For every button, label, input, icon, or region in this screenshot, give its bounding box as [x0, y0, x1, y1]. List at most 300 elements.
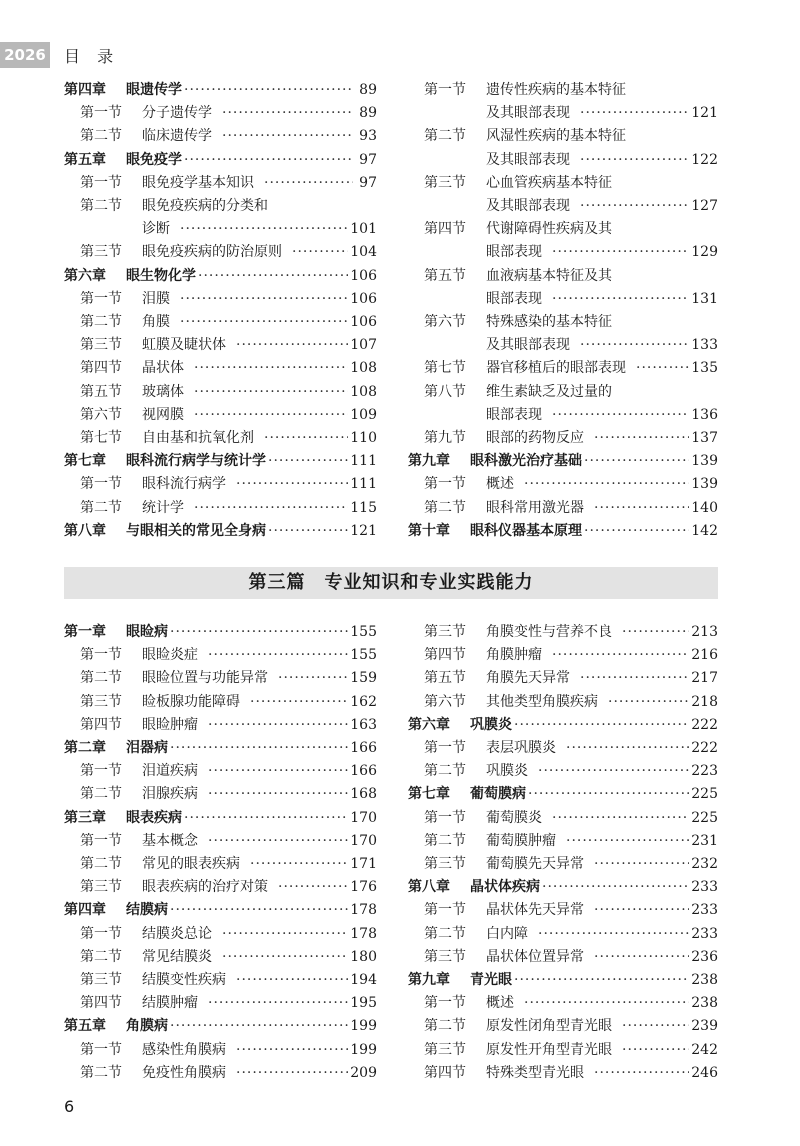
- toc-leader-dots: [170, 738, 348, 758]
- toc-entry-title: 统计学: [142, 499, 184, 516]
- toc-section-entry: [408, 498, 718, 518]
- toc-leader-dots: [524, 474, 689, 494]
- toc-entry-title: 眼睑位置与功能异常: [142, 670, 268, 687]
- toc-section-entry: [408, 924, 718, 944]
- toc-entry-page: 115: [350, 499, 377, 516]
- toc-entry-title: 诊断: [142, 221, 170, 238]
- toc-entry-title: 维生素缺乏及过量的: [486, 383, 612, 400]
- toc-entry-label: 第二节: [424, 499, 466, 516]
- toc-entry-label: 第四章: [64, 902, 106, 919]
- toc-leader-dots: [538, 761, 689, 781]
- toc-section-entry: [64, 289, 377, 309]
- toc-entry-title: 眼睑炎症: [142, 647, 198, 664]
- toc-entry-label: 第三章: [64, 809, 106, 826]
- toc-chapter-entry: [64, 451, 377, 471]
- toc-entry-page: 142: [691, 522, 718, 539]
- toc-chapter-entry: [408, 970, 718, 990]
- toc-entry-page: 209: [350, 1064, 377, 1081]
- toc-entry-title: 与眼相关的常见全身病: [126, 522, 266, 539]
- toc-entry-label: 第六节: [424, 314, 466, 330]
- toc-entry-label: 第一节: [80, 832, 122, 849]
- toc-entry-title: 眼科常用激光器: [486, 499, 584, 516]
- toc-entry-page: 137: [691, 430, 718, 446]
- toc-entry-page: 231: [691, 832, 718, 849]
- toc-entry-page: 155: [350, 647, 377, 664]
- toc-entry-title: 感染性角膜病: [142, 1041, 226, 1058]
- toc-entry-label: 第三节: [80, 244, 122, 261]
- toc-leader-dots: [198, 266, 348, 286]
- toc-leader-dots: [208, 784, 348, 804]
- toc-entry-label: 第二节: [80, 948, 122, 965]
- toc-entry-page: 104: [350, 244, 377, 261]
- toc-leader-dots: [278, 668, 348, 688]
- toc-leader-dots: [524, 993, 689, 1013]
- toc-section-entry: [408, 808, 718, 828]
- toc-section-entry: [408, 428, 718, 448]
- toc-entry-page: 139: [691, 476, 718, 493]
- toc-leader-dots: [552, 405, 689, 425]
- toc-entry-page: 140: [691, 499, 718, 516]
- toc-chapter-entry: [408, 715, 718, 735]
- toc-entry-title: 眼免疫疾病的分类和: [142, 198, 268, 214]
- toc-section-entry: [408, 173, 718, 193]
- toc-leader-dots: [608, 692, 689, 712]
- toc-section-entry: [64, 854, 377, 874]
- toc-leader-dots: [264, 173, 353, 193]
- toc-chapter-entry: [64, 266, 377, 286]
- toc-entry-page: 222: [691, 716, 718, 733]
- toc-entry-label: 第八节: [424, 383, 466, 400]
- toc-section-entry: [408, 474, 718, 494]
- page-header-title: 目 录: [64, 47, 120, 66]
- toc-entry-title: 角膜先天异常: [486, 670, 570, 687]
- toc-entry-title: 眼表疾病的治疗对策: [142, 879, 268, 896]
- toc-entry-page: 238: [691, 972, 718, 988]
- toc-entry-label: 第六节: [424, 693, 466, 710]
- toc-chapter-entry: [408, 877, 718, 897]
- toc-entry-title: 泪道疾病: [142, 763, 198, 780]
- toc-section-entry: [64, 405, 377, 425]
- toc-leader-dots: [594, 498, 689, 518]
- toc-entry-page: 121: [691, 105, 718, 122]
- toc-entry-label: 第三节: [80, 879, 122, 896]
- toc-entry-title: 及其眼部表现: [486, 198, 570, 214]
- toc-section-entry: [408, 900, 718, 920]
- toc-entry-title: 青光眼: [470, 972, 512, 988]
- toc-chapter-entry: [408, 521, 718, 541]
- toc-entry-label: 第一节: [80, 476, 122, 493]
- toc-entry-label: 第十章: [408, 522, 450, 539]
- toc-entry-page: 194: [350, 972, 377, 988]
- toc-leader-dots: [622, 1040, 689, 1060]
- toc-leader-dots: [250, 854, 348, 874]
- toc-entry-title: 眼科流行病学: [142, 476, 226, 493]
- toc-leader-dots: [194, 358, 348, 378]
- toc-leader-dots: [594, 854, 689, 874]
- toc-entry-title: 分子遗传学: [142, 105, 212, 122]
- toc-entry-label: 第一节: [424, 902, 466, 919]
- toc-section-entry: [408, 668, 718, 688]
- toc-entry-title: 玻璃体: [142, 383, 184, 400]
- toc-section-entry: [64, 103, 377, 123]
- toc-entry-label: 第一节: [80, 647, 122, 664]
- toc-entry-page: 106: [350, 267, 377, 284]
- toc-leader-dots: [538, 924, 689, 944]
- toc-entry-page: 223: [691, 763, 718, 780]
- toc-entry-label: 第二节: [80, 128, 122, 145]
- toc-entry-label: 第一节: [424, 82, 466, 98]
- toc-entry-page: 121: [350, 522, 377, 539]
- toc-section-entry: [408, 405, 718, 425]
- toc-section-entry: [408, 150, 718, 170]
- toc-entry-page: 106: [350, 314, 377, 330]
- toc-entry-title: 白内障: [486, 925, 528, 942]
- toc-leader-dots: [580, 103, 689, 123]
- toc-leader-dots: [208, 831, 348, 851]
- toc-leader-dots: [264, 428, 348, 448]
- toc-entry-title: 葡萄膜病: [470, 786, 526, 803]
- toc-leader-dots: [236, 474, 348, 494]
- toc-entry-title: 特殊类型青光眼: [486, 1064, 584, 1081]
- toc-entry-label: 第二节: [80, 670, 122, 687]
- toc-entry-page: 155: [350, 624, 377, 640]
- page-number: 6: [64, 1097, 75, 1116]
- toc-section-entry: [408, 645, 718, 665]
- toc-entry-page: 107: [350, 337, 377, 354]
- toc-entry-label: 第四节: [424, 647, 466, 664]
- toc-section-entry: [64, 831, 377, 851]
- toc-entry-title: 概述: [486, 995, 514, 1012]
- toc-entry-label: 第一节: [80, 174, 122, 191]
- toc-entry-label: 第一节: [424, 476, 466, 493]
- toc-chapter-entry: [408, 451, 718, 471]
- toc-entry-label: 第一节: [80, 1041, 122, 1058]
- toc-entry-page: 178: [350, 902, 377, 919]
- toc-entry-title: 原发性开角型青光眼: [486, 1041, 612, 1058]
- toc-entry-label: 第六节: [80, 406, 122, 423]
- toc-leader-dots: [552, 645, 689, 665]
- toc-leader-dots: [222, 947, 348, 967]
- toc-entry-label: 第六章: [64, 267, 106, 284]
- toc-chapter-entry: [64, 900, 377, 920]
- toc-entry-label: 第五节: [424, 670, 466, 687]
- toc-entry-title: 晶状体疾病: [470, 879, 540, 896]
- toc-entry-label: 第一节: [424, 995, 466, 1012]
- toc-entry-label: 第四节: [424, 221, 466, 238]
- toc-entry-label: 第一章: [64, 624, 106, 640]
- toc-entry-label: 第五节: [424, 267, 466, 284]
- toc-section-entry: [408, 126, 718, 146]
- toc-leader-dots: [222, 103, 353, 123]
- toc-section-entry: [408, 622, 718, 642]
- toc-entry-label: 第二节: [424, 832, 466, 849]
- toc-entry-page: 225: [691, 809, 718, 826]
- toc-section-entry: [408, 947, 718, 967]
- toc-entry-page: 122: [691, 151, 718, 168]
- toc-entry-title: 巩膜炎: [486, 763, 528, 780]
- toc-entry-title: 眼表疾病: [126, 809, 182, 826]
- toc-entry-page: 111: [350, 453, 377, 470]
- toc-section-entry: [408, 738, 718, 758]
- toc-entry-title: 晶状体: [142, 360, 184, 377]
- toc-entry-page: 238: [691, 995, 718, 1012]
- toc-section-entry: [64, 242, 377, 262]
- toc-entry-title: 自由基和抗氧化剂: [142, 430, 254, 446]
- toc-leader-dots: [636, 358, 689, 378]
- toc-leader-dots: [580, 335, 689, 355]
- toc-entry-title: 概述: [486, 476, 514, 493]
- toc-entry-title: 常见的眼表疾病: [142, 856, 240, 872]
- toc-leader-dots: [208, 645, 348, 665]
- toc-entry-title: 及其眼部表现: [486, 151, 570, 168]
- toc-entry-page: 176: [350, 879, 377, 896]
- toc-entry-label: 第二节: [80, 1064, 122, 1081]
- toc-section-entry: [408, 761, 718, 781]
- toc-entry-page: 109: [350, 406, 377, 423]
- toc-entry-label: 第一节: [424, 740, 466, 756]
- toc-entry-title: 免疫性角膜病: [142, 1064, 226, 1081]
- toc-entry-title: 眼部表现: [486, 406, 542, 423]
- toc-leader-dots: [580, 196, 689, 216]
- toc-entry-page: 168: [350, 786, 377, 803]
- toc-entry-title: 结膜肿瘤: [142, 995, 198, 1012]
- toc-leader-dots: [184, 150, 353, 170]
- toc-entry-page: 97: [359, 151, 377, 168]
- toc-entry-title: 代谢障碍性疾病及其: [486, 221, 612, 238]
- toc-leader-dots: [250, 692, 348, 712]
- toc-entry-page: 162: [350, 693, 377, 710]
- toc-leader-dots: [170, 900, 348, 920]
- toc-entry-page: 111: [350, 476, 377, 493]
- toc-entry-title: 结膜变性疾病: [142, 972, 226, 988]
- toc-leader-dots: [208, 993, 348, 1013]
- toc-entry-label: 第三节: [80, 972, 122, 988]
- toc-entry-page: 97: [359, 174, 377, 191]
- toc-section-entry: [64, 668, 377, 688]
- toc-section-entry: [64, 993, 377, 1013]
- part-banner: 第三篇 专业知识和专业实践能力: [64, 567, 718, 599]
- toc-entry-title: 葡萄膜肿瘤: [486, 832, 556, 849]
- toc-leader-dots: [552, 242, 689, 262]
- toc-section-entry: [64, 196, 377, 216]
- toc-section-entry: [64, 645, 377, 665]
- toc-entry-page: 216: [691, 647, 718, 664]
- toc-entry-page: 129: [691, 244, 718, 261]
- toc-leader-dots: [552, 289, 689, 309]
- toc-entry-title: 眼科流行病学与统计学: [126, 453, 266, 470]
- toc-leader-dots: [584, 451, 689, 471]
- toc-section-entry: [408, 80, 718, 100]
- toc-leader-dots: [566, 738, 689, 758]
- toc-entry-page: 89: [359, 82, 377, 98]
- toc-entry-title: 常见结膜炎: [142, 948, 212, 965]
- toc-entry-label: 第一节: [424, 809, 466, 826]
- toc-section-entry: [64, 428, 377, 448]
- toc-section-entry: [64, 692, 377, 712]
- toc-section-entry: [408, 831, 718, 851]
- toc-chapter-entry: [64, 1016, 377, 1036]
- toc-entry-title: 眼免疫学基本知识: [142, 174, 254, 191]
- toc-entry-title: 基本概念: [142, 832, 198, 849]
- toc-leader-dots: [278, 877, 348, 897]
- toc-entry-page: 89: [359, 105, 377, 122]
- toc-entry-label: 第二节: [80, 198, 122, 214]
- toc-leader-dots: [514, 715, 689, 735]
- toc-entry-label: 第三节: [424, 948, 466, 965]
- toc-leader-dots: [292, 242, 348, 262]
- toc-section-entry: [64, 877, 377, 897]
- toc-section-entry: [64, 219, 377, 239]
- toc-leader-dots: [194, 405, 348, 425]
- toc-leader-dots: [184, 80, 353, 100]
- toc-entry-label: 第二节: [424, 128, 466, 145]
- toc-entry-title: 眼生物化学: [126, 267, 196, 284]
- toc-entry-title: 巩膜炎: [470, 716, 512, 733]
- toc-section-entry: [408, 382, 718, 402]
- toc-section-entry: [64, 1063, 377, 1083]
- toc-entry-label: 第二节: [424, 925, 466, 942]
- toc-entry-label: 第九章: [408, 972, 450, 988]
- toc-chapter-entry: [64, 80, 377, 100]
- toc-leader-dots: [594, 1063, 689, 1083]
- toc-entry-label: 第四节: [80, 716, 122, 733]
- toc-entry-title: 血液病基本特征及其: [486, 267, 612, 284]
- toc-entry-label: 第一节: [80, 763, 122, 780]
- toc-entry-title: 泪膜: [142, 290, 170, 307]
- toc-entry-label: 第四节: [80, 995, 122, 1012]
- toc-entry-title: 葡萄膜先天异常: [486, 856, 584, 872]
- toc-entry-label: 第七节: [80, 430, 122, 446]
- toc-entry-page: 217: [691, 670, 718, 687]
- toc-entry-page: 136: [691, 406, 718, 423]
- toc-section-entry: [408, 242, 718, 262]
- toc-entry-title: 眼科激光治疗基础: [470, 453, 582, 470]
- toc-entry-title: 眼睑肿瘤: [142, 716, 198, 733]
- toc-leader-dots: [180, 219, 348, 239]
- toc-leader-dots: [528, 784, 689, 804]
- toc-entry-page: 233: [691, 902, 718, 919]
- toc-leader-dots: [236, 1040, 348, 1060]
- toc-entry-page: 170: [350, 809, 377, 826]
- toc-entry-page: 233: [691, 925, 718, 942]
- toc-section-entry: [408, 103, 718, 123]
- toc-section-entry: [408, 335, 718, 355]
- toc-chapter-entry: [408, 784, 718, 804]
- toc-entry-label: 第二节: [424, 763, 466, 780]
- toc-entry-page: 108: [350, 360, 377, 377]
- toc-entry-title: 眼部表现: [486, 290, 542, 307]
- toc-section-entry: [408, 312, 718, 332]
- toc-leader-dots: [594, 428, 689, 448]
- toc-leader-dots: [194, 382, 348, 402]
- toc-leader-dots: [268, 451, 348, 471]
- toc-leader-dots: [566, 831, 689, 851]
- toc-entry-title: 风湿性疾病的基本特征: [486, 128, 626, 145]
- toc-entry-title: 虹膜及睫状体: [142, 337, 226, 354]
- toc-leader-dots: [268, 521, 348, 541]
- toc-entry-title: 器官移植后的眼部表现: [486, 360, 626, 377]
- year-badge: 2026: [0, 42, 50, 68]
- toc-entry-title: 视网膜: [142, 406, 184, 423]
- toc-entry-page: 135: [691, 360, 718, 377]
- toc-entry-title: 眼免疫学: [126, 151, 182, 168]
- toc-entry-label: 第四章: [64, 82, 106, 98]
- toc-entry-title: 特殊感染的基本特征: [486, 314, 612, 330]
- toc-entry-page: 178: [350, 925, 377, 942]
- toc-entry-title: 眼遗传学: [126, 82, 182, 98]
- toc-chapter-entry: [64, 808, 377, 828]
- toc-entry-title: 角膜病: [126, 1018, 168, 1035]
- toc-entry-label: 第三节: [424, 174, 466, 191]
- toc-entry-label: 第四节: [424, 1064, 466, 1081]
- toc-leader-dots: [170, 1016, 348, 1036]
- toc-entry-page: 163: [350, 716, 377, 733]
- toc-section-entry: [64, 335, 377, 355]
- toc-leader-dots: [580, 150, 689, 170]
- toc-entry-title: 及其眼部表现: [486, 105, 570, 122]
- toc-entry-title: 角膜肿瘤: [486, 647, 542, 664]
- toc-entry-label: 第九章: [408, 453, 450, 470]
- toc-entry-page: 159: [350, 670, 377, 687]
- toc-section-entry: [64, 715, 377, 735]
- toc-entry-title: 晶状体位置异常: [486, 948, 584, 965]
- toc-leader-dots: [170, 622, 348, 642]
- toc-section-entry: [64, 1040, 377, 1060]
- toc-entry-label: 第二节: [80, 499, 122, 516]
- toc-entry-page: 233: [691, 879, 718, 896]
- toc-entry-title: 表层巩膜炎: [486, 740, 556, 756]
- toc-leader-dots: [222, 924, 348, 944]
- toc-entry-page: 232: [691, 856, 718, 872]
- toc-entry-label: 第三节: [424, 624, 466, 640]
- toc-entry-title: 其他类型角膜疾病: [486, 693, 598, 710]
- toc-entry-label: 第七节: [424, 360, 466, 377]
- toc-entry-page: 139: [691, 453, 718, 470]
- toc-entry-title: 角膜变性与营养不良: [486, 624, 612, 640]
- toc-section-entry: [64, 474, 377, 494]
- toc-entry-label: 第六章: [408, 716, 450, 733]
- toc-entry-label: 第一节: [80, 290, 122, 307]
- toc-entry-label: 第三节: [424, 1041, 466, 1058]
- toc-entry-title: 睑板腺功能障碍: [142, 693, 240, 710]
- toc-entry-title: 泪腺疾病: [142, 786, 198, 803]
- toc-entry-title: 葡萄膜炎: [486, 809, 542, 826]
- toc-section-entry: [408, 692, 718, 712]
- toc-leader-dots: [236, 1063, 348, 1083]
- toc-entry-label: 第五章: [64, 1018, 106, 1035]
- toc-leader-dots: [622, 622, 689, 642]
- toc-leader-dots: [208, 715, 348, 735]
- toc-leader-dots: [236, 335, 348, 355]
- toc-section-entry: [408, 266, 718, 286]
- toc-section-entry: [408, 196, 718, 216]
- toc-entry-page: 236: [691, 948, 718, 965]
- toc-entry-title: 临床遗传学: [142, 128, 212, 145]
- toc-entry-label: 第二章: [64, 740, 106, 756]
- toc-entry-label: 第八章: [64, 522, 106, 539]
- toc-entry-label: 第二节: [80, 786, 122, 803]
- toc-entry-title: 眼免疫疾病的防治原则: [142, 244, 282, 261]
- toc-entry-title: 心血管疾病基本特征: [486, 174, 612, 191]
- toc-section-entry: [408, 993, 718, 1013]
- toc-entry-page: 166: [350, 763, 377, 780]
- toc-entry-page: 239: [691, 1018, 718, 1035]
- toc-entry-page: 195: [350, 995, 377, 1012]
- toc-entry-label: 第一节: [80, 105, 122, 122]
- toc-entry-page: 225: [691, 786, 718, 803]
- toc-leader-dots: [584, 521, 689, 541]
- toc-entry-label: 第九节: [424, 430, 466, 446]
